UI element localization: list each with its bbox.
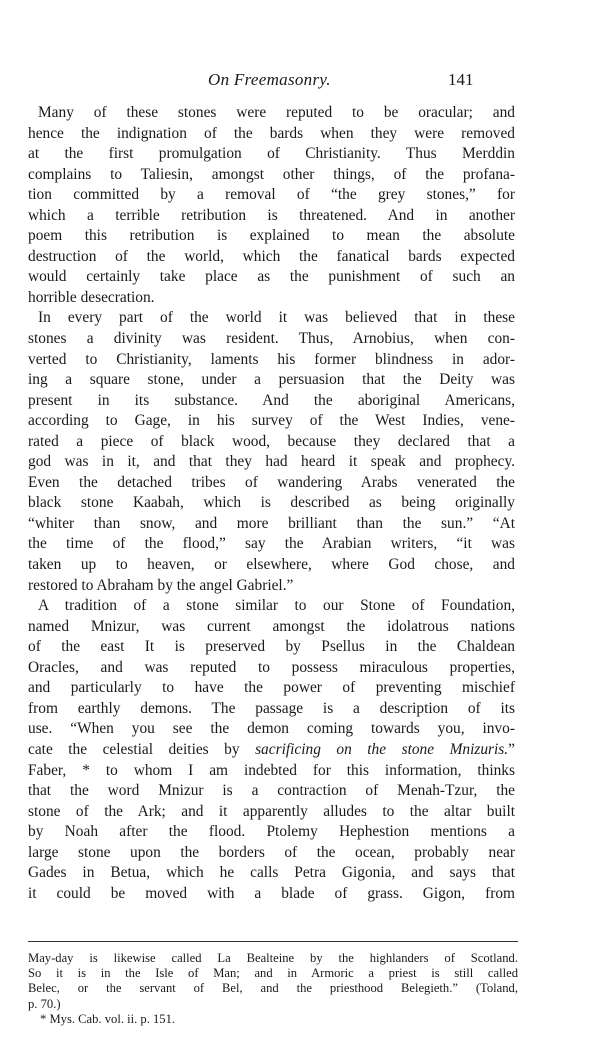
text-line: stone of the Ark; and it apparently alludes to the altar built bbox=[28, 802, 515, 820]
text-line: Gades in Betua, which he calls Petra Gigonia, and says that bbox=[28, 864, 515, 882]
text-line: black stone Kaabah, which is described as being originally bbox=[28, 494, 515, 512]
running-head bbox=[0, 70, 596, 96]
text-line: of the east It is preserved by Psellus in the Chaldean bbox=[28, 638, 515, 656]
text-line: “whiter than snow, and more brilliant than the sun.” “At bbox=[28, 514, 515, 532]
footnote-rule bbox=[28, 941, 518, 942]
text-line: stones a divinity was resident. Thus, Arnobius, when con- bbox=[28, 330, 515, 348]
text-line: large stone upon the borders of the ocean, probably near bbox=[28, 843, 515, 861]
italic-phrase: sacrificing on the stone Mnizuris. bbox=[255, 740, 509, 758]
text-line: which a terrible retribution is threatened. And in another bbox=[28, 206, 515, 224]
footnote-line: p. 70.) bbox=[28, 996, 61, 1011]
text-line bbox=[28, 740, 515, 761]
closing-quote: ” bbox=[508, 740, 515, 758]
running-title: On Freemasonry. bbox=[208, 70, 331, 89]
text-line: horrible desecration. bbox=[28, 288, 155, 306]
footnote-line: Belec, or the servant of Bel, and the priesthood Belegieth.” (Toland, bbox=[28, 981, 518, 996]
text-line: Many of these stones were reputed to be oracular; and bbox=[38, 104, 515, 121]
text-line: restored to Abraham by the angel Gabriel.” bbox=[28, 576, 294, 594]
text-line: verted to Christianity, laments his former blindness in ador- bbox=[28, 350, 515, 368]
text-line: Oracles, and was reputed to possess miraculous properties, bbox=[28, 658, 515, 676]
text-line: Even the detached tribes of wandering Arabs venerated the bbox=[28, 473, 515, 491]
text-line: rated a piece of black wood, because they declared that a bbox=[28, 432, 515, 450]
text-line: hence the indignation of the bards when they were removed bbox=[28, 124, 515, 142]
footnote-reference: * Mys. Cab. vol. ii. p. 151. bbox=[40, 1011, 176, 1026]
text-segment: cate the celestial deities by bbox=[28, 740, 240, 758]
footnote-line: So it is in the Isle of Man; and in Armoric a priest is still called bbox=[28, 966, 518, 981]
body-text bbox=[28, 103, 515, 904]
text-line: the time of the flood,” say the Arabian writers, “it was bbox=[28, 535, 515, 553]
text-line: tion committed by a removal of “the grey stones,” for bbox=[28, 186, 515, 204]
text-line: god was in it, and that they had heard it speak and prophecy. bbox=[28, 453, 515, 471]
text-line: from earthly demons. The passage is a description of its bbox=[28, 699, 515, 717]
text-line: it could be moved with a blade of grass. Gigon, from bbox=[28, 884, 515, 902]
text-line: Faber, * to whom I am indebted for this information, thinks bbox=[28, 761, 515, 779]
text-line: A tradition of a stone similar to our Stone of Foundation, bbox=[38, 597, 515, 615]
text-line: complains to Taliesin, amongst other things, of the profana- bbox=[28, 165, 515, 183]
text-line: In every part of the world it was believed that in these bbox=[38, 309, 515, 327]
text-line: and particularly to have the power of preventing mischief bbox=[28, 679, 515, 697]
text-line: would certainly take place as the punishment of such an bbox=[28, 268, 515, 286]
text-line: taken up to heaven, or elsewhere, where God chose, and bbox=[28, 556, 515, 574]
footnote-line: May-day is likewise called La Bealteine by the highlanders of Scotland. bbox=[28, 951, 518, 965]
page-number: 141 bbox=[448, 70, 474, 89]
text-line: by Noah after the flood. Ptolemy Hephestion mentions a bbox=[28, 823, 515, 841]
text-line: poem this retribution is explained to mean the absolute bbox=[28, 227, 515, 245]
text-line: named Mnizur, was current amongst the idolatrous nations bbox=[28, 617, 515, 635]
text-line: that the word Mnizur is a contraction of Menah-Tzur, the bbox=[28, 782, 515, 800]
text-line: ing a square stone, under a persuasion that the Deity was bbox=[28, 371, 515, 389]
text-line: destruction of the world, which the fanatical bards expected bbox=[28, 247, 515, 265]
text-line: use. “When you see the demon coming towards you, invo- bbox=[28, 720, 515, 738]
text-line: according to Gage, in his survey of the West Indies, vene- bbox=[28, 412, 515, 430]
text-line: at the first promulgation of Christianity. Thus Merddin bbox=[28, 145, 515, 163]
footnotes bbox=[28, 951, 518, 1027]
text-line: present in its substance. And the aboriginal Americans, bbox=[28, 391, 515, 409]
